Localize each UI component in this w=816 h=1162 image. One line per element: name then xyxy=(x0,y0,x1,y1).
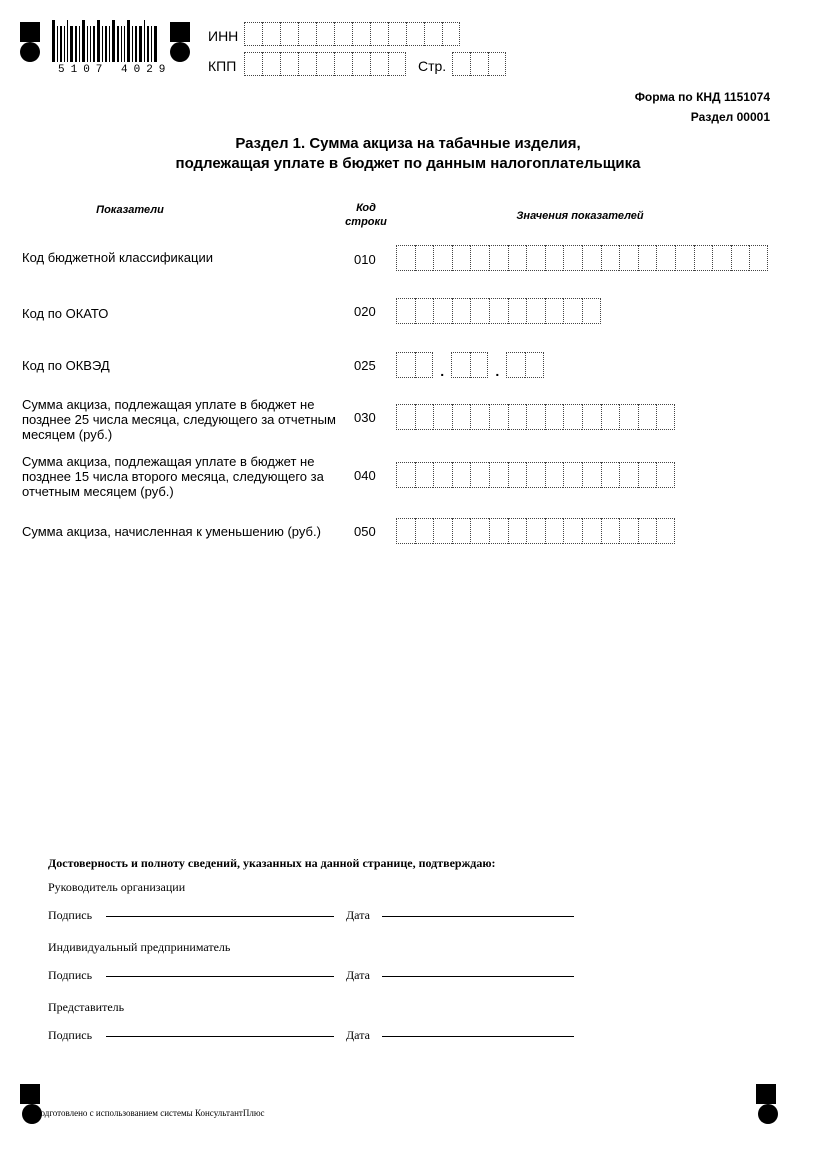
okved-separator: . xyxy=(440,363,445,379)
input-cell[interactable] xyxy=(656,462,675,488)
input-cell[interactable] xyxy=(396,352,415,378)
corner-marker-circle xyxy=(170,42,190,62)
barcode-bar xyxy=(147,26,149,62)
okved-separator: . xyxy=(495,363,500,379)
input-cell[interactable] xyxy=(298,22,316,46)
inn-label: ИНН xyxy=(208,28,239,44)
barcode-bar xyxy=(135,26,137,62)
input-cell[interactable] xyxy=(442,22,460,46)
row-label-050: Сумма акциза, начисленная к уменьшению (руб.) xyxy=(22,524,321,539)
input-cell[interactable] xyxy=(452,404,471,430)
input-cell[interactable] xyxy=(619,245,638,271)
barcode xyxy=(52,20,168,62)
input-cell[interactable] xyxy=(262,52,280,76)
representative-sign-label: Подпись xyxy=(48,1028,93,1042)
barcode-bar xyxy=(70,26,73,62)
input-cell[interactable] xyxy=(526,462,545,488)
kpp-cells[interactable] xyxy=(244,52,406,76)
page-number-cells[interactable] xyxy=(452,52,506,76)
input-cell[interactable] xyxy=(508,298,527,324)
input-cell[interactable] xyxy=(545,462,564,488)
barcode-bar xyxy=(102,26,103,62)
head-label: Руководитель организации xyxy=(48,880,186,894)
input-cell[interactable] xyxy=(452,52,470,76)
barcode-bar xyxy=(154,26,157,62)
input-cell[interactable] xyxy=(656,518,675,544)
input-cell[interactable] xyxy=(525,352,544,378)
okato-cells[interactable] xyxy=(396,298,601,324)
input-cell[interactable] xyxy=(370,52,388,76)
input-cell[interactable] xyxy=(656,245,675,271)
column-header-code-line2: строки xyxy=(345,216,387,228)
input-cell[interactable] xyxy=(433,245,452,271)
input-cell[interactable] xyxy=(415,462,434,488)
input-cell[interactable] xyxy=(433,518,452,544)
input-cell[interactable] xyxy=(262,22,280,46)
input-cell[interactable] xyxy=(489,518,508,544)
input-cell[interactable] xyxy=(470,52,488,76)
head-sign-label: Подпись xyxy=(48,908,93,922)
input-cell[interactable] xyxy=(675,245,694,271)
barcode-bar xyxy=(57,26,58,62)
input-cell[interactable] xyxy=(582,518,601,544)
row-code-050: 050 xyxy=(354,524,376,539)
corner-marker-square xyxy=(756,1084,776,1104)
input-cell[interactable] xyxy=(545,245,564,271)
input-cell[interactable] xyxy=(415,298,434,324)
barcode-bar xyxy=(82,20,85,62)
row-label-030: Сумма акциза, подлежащая уплате в бюджет не позднее 25 числа месяца, следующего за отчетным месяцем (руб.) xyxy=(22,397,336,442)
barcode-bar xyxy=(105,26,107,62)
entrepreneur-date-line[interactable] xyxy=(382,976,574,977)
kpp-label: КПП xyxy=(208,58,237,74)
input-cell[interactable] xyxy=(749,245,768,271)
input-cell[interactable] xyxy=(451,352,470,378)
barcode-bar xyxy=(144,20,145,62)
input-cell[interactable] xyxy=(731,245,750,271)
input-cell[interactable] xyxy=(415,352,434,378)
row-code-040: 040 xyxy=(354,468,376,483)
barcode-bar xyxy=(139,26,142,62)
input-cell[interactable] xyxy=(396,462,415,488)
input-cell[interactable] xyxy=(244,22,262,46)
input-cell[interactable] xyxy=(433,298,452,324)
row-code-025: 025 xyxy=(354,358,376,373)
row-code-010: 010 xyxy=(354,252,376,267)
input-cell[interactable] xyxy=(489,245,508,271)
input-cell[interactable] xyxy=(280,52,298,76)
input-cell[interactable] xyxy=(470,298,489,324)
section-title-line2: подлежащая уплате в бюджет по данным налогоплательщика xyxy=(175,155,641,172)
page-label: Стр. xyxy=(418,58,447,74)
corner-marker-square xyxy=(20,1084,40,1104)
input-cell[interactable] xyxy=(508,518,527,544)
input-cell[interactable] xyxy=(526,298,545,324)
column-header-values: Значения показателей xyxy=(516,210,644,222)
footer-note: Подготовлено с использованием системы КонсультантПлюс xyxy=(34,1108,265,1118)
input-cell[interactable] xyxy=(470,245,489,271)
barcode-bar xyxy=(67,20,68,62)
representative-date-label: Дата xyxy=(346,1028,370,1042)
input-cell[interactable] xyxy=(526,404,545,430)
okved-cells-2[interactable] xyxy=(451,352,488,378)
input-cell[interactable] xyxy=(433,404,452,430)
entrepreneur-sign-label: Подпись xyxy=(48,968,93,982)
okved-cells-3[interactable] xyxy=(506,352,543,378)
confirm-text: Достоверность и полноту сведений, указанных на данной странице, подтверждаю: xyxy=(48,856,496,870)
barcode-bar xyxy=(151,26,152,62)
barcode-bar xyxy=(124,26,125,62)
input-cell[interactable] xyxy=(582,462,601,488)
representative-sign-line[interactable] xyxy=(106,1036,334,1037)
entrepreneur-sign-line[interactable] xyxy=(106,976,334,977)
input-cell[interactable] xyxy=(488,52,506,76)
input-cell[interactable] xyxy=(563,298,582,324)
input-cell[interactable] xyxy=(316,52,334,76)
section-title-line1: Раздел 1. Сумма акциза на табачные изделия, xyxy=(235,135,581,152)
input-cell[interactable] xyxy=(452,462,471,488)
input-cell[interactable] xyxy=(334,52,352,76)
representative-label: Представитель xyxy=(48,1000,125,1014)
input-cell[interactable] xyxy=(244,52,262,76)
barcode-bar xyxy=(64,26,65,62)
sum-050-cells[interactable] xyxy=(396,518,675,544)
input-cell[interactable] xyxy=(298,52,316,76)
input-cell[interactable] xyxy=(470,404,489,430)
input-cell[interactable] xyxy=(601,404,620,430)
input-cell[interactable] xyxy=(388,52,406,76)
input-cell[interactable] xyxy=(545,518,564,544)
input-cell[interactable] xyxy=(424,22,442,46)
input-cell[interactable] xyxy=(563,462,582,488)
input-cell[interactable] xyxy=(712,245,731,271)
row-code-030: 030 xyxy=(354,410,376,425)
input-cell[interactable] xyxy=(563,404,582,430)
input-cell[interactable] xyxy=(619,462,638,488)
input-cell[interactable] xyxy=(656,404,675,430)
input-cell[interactable] xyxy=(582,245,601,271)
input-cell[interactable] xyxy=(406,22,424,46)
form-code: Форма по КНД 1151074 xyxy=(634,90,770,104)
input-cell[interactable] xyxy=(508,245,527,271)
input-cell[interactable] xyxy=(638,462,657,488)
section-code: Раздел 00001 xyxy=(690,110,770,124)
input-cell[interactable] xyxy=(638,518,657,544)
barcode-bar xyxy=(132,26,133,62)
head-sign-line[interactable] xyxy=(106,916,334,917)
row-label-040: Сумма акциза, подлежащая уплате в бюджет не позднее 15 числа второго месяца, следующего за отчетным месяцем (руб.) xyxy=(22,454,324,499)
input-cell[interactable] xyxy=(489,298,508,324)
input-cell[interactable] xyxy=(545,298,564,324)
input-cell[interactable] xyxy=(582,404,601,430)
inn-cells[interactable] xyxy=(244,22,460,46)
input-cell[interactable] xyxy=(452,518,471,544)
input-cell[interactable] xyxy=(563,518,582,544)
input-cell[interactable] xyxy=(316,22,334,46)
input-cell[interactable] xyxy=(415,245,434,271)
barcode-number: 5107 4029 xyxy=(58,64,172,76)
input-cell[interactable] xyxy=(470,352,489,378)
entrepreneur-date-label: Дата xyxy=(346,968,370,982)
input-cell[interactable] xyxy=(601,245,620,271)
input-cell[interactable] xyxy=(396,404,415,430)
input-cell[interactable] xyxy=(433,462,452,488)
input-cell[interactable] xyxy=(396,245,415,271)
barcode-bar xyxy=(112,20,115,62)
input-cell[interactable] xyxy=(619,404,638,430)
column-header-code-line1: Код xyxy=(356,202,376,214)
input-cell[interactable] xyxy=(563,245,582,271)
input-cell[interactable] xyxy=(370,22,388,46)
column-header-indicators: Показатели xyxy=(96,204,164,216)
input-cell[interactable] xyxy=(280,22,298,46)
barcode-bar xyxy=(90,26,91,62)
corner-marker-circle xyxy=(758,1104,778,1124)
barcode-bar xyxy=(97,20,100,62)
input-cell[interactable] xyxy=(452,298,471,324)
barcode-bar xyxy=(60,26,62,62)
corner-marker-square xyxy=(20,22,40,42)
input-cell[interactable] xyxy=(470,518,489,544)
barcode-bar xyxy=(87,26,88,62)
barcode-bar xyxy=(121,26,122,62)
input-cell[interactable] xyxy=(415,404,434,430)
barcode-bar xyxy=(52,20,55,62)
corner-marker-circle xyxy=(20,42,40,62)
input-cell[interactable] xyxy=(452,245,471,271)
input-cell[interactable] xyxy=(396,298,415,324)
input-cell[interactable] xyxy=(489,404,508,430)
sum-030-cells[interactable] xyxy=(396,404,675,430)
input-cell[interactable] xyxy=(334,22,352,46)
okved-cells-1[interactable] xyxy=(396,352,433,378)
row-label-010: Код бюджетной классификации xyxy=(22,250,213,265)
input-cell[interactable] xyxy=(694,245,713,271)
input-cell[interactable] xyxy=(415,518,434,544)
input-cell[interactable] xyxy=(619,518,638,544)
input-cell[interactable] xyxy=(352,52,370,76)
input-cell[interactable] xyxy=(638,245,657,271)
input-cell[interactable] xyxy=(388,22,406,46)
input-cell[interactable] xyxy=(489,462,508,488)
input-cell[interactable] xyxy=(352,22,370,46)
input-cell[interactable] xyxy=(508,462,527,488)
okved-group[interactable] xyxy=(396,352,544,378)
head-date-line[interactable] xyxy=(382,916,574,917)
input-cell[interactable] xyxy=(506,352,525,378)
barcode-bar xyxy=(93,26,95,62)
input-cell[interactable] xyxy=(526,245,545,271)
input-cell[interactable] xyxy=(396,518,415,544)
row-code-020: 020 xyxy=(354,304,376,319)
input-cell[interactable] xyxy=(638,404,657,430)
barcode-bar xyxy=(75,26,77,62)
barcode-bar xyxy=(79,26,80,62)
row-label-025: Код по ОКВЭД xyxy=(22,358,110,373)
sum-040-cells[interactable] xyxy=(396,462,675,488)
entrepreneur-label: Индивидуальный предприниматель xyxy=(48,940,231,954)
representative-date-line[interactable] xyxy=(382,1036,574,1037)
corner-marker-square xyxy=(170,22,190,42)
input-cell[interactable] xyxy=(601,518,620,544)
row-label-020: Код по ОКАТО xyxy=(22,306,109,321)
barcode-bar xyxy=(117,26,119,62)
input-cell[interactable] xyxy=(582,298,601,324)
input-cell[interactable] xyxy=(526,518,545,544)
head-date-label: Дата xyxy=(346,908,370,922)
input-cell[interactable] xyxy=(601,462,620,488)
barcode-bar xyxy=(127,20,130,62)
input-cell[interactable] xyxy=(470,462,489,488)
barcode-bar xyxy=(109,26,110,62)
input-cell[interactable] xyxy=(545,404,564,430)
kbk-cells[interactable] xyxy=(396,245,768,271)
input-cell[interactable] xyxy=(508,404,527,430)
